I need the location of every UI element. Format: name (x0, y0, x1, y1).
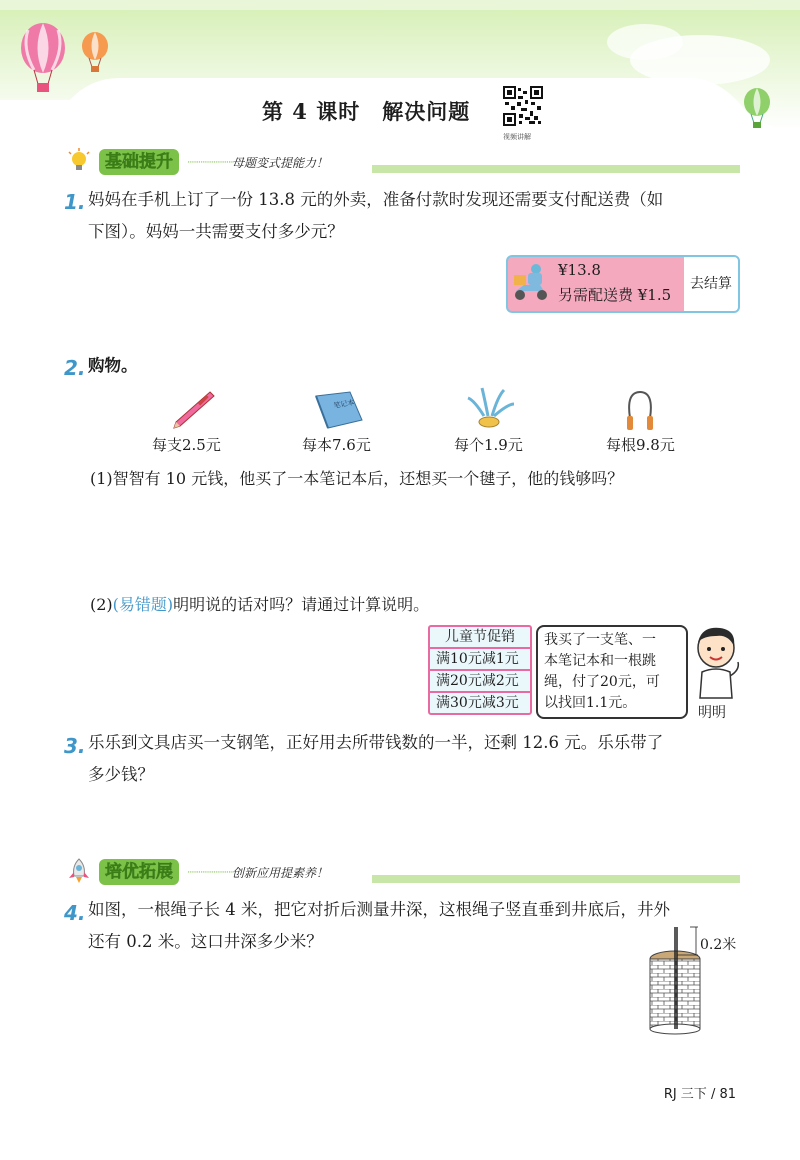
section-title-advanced: 培优拓展 (99, 859, 179, 885)
question-3-line1: 乐乐到文具店买一支钢笔，正好用去所带钱数的一半，还剩 12.6 元。乐乐带了 (88, 733, 664, 752)
speech-line: 本笔记本和一根跳 (544, 653, 656, 669)
section-slogan-basic: 母题变式提能力！ (232, 156, 329, 170)
jump-rope-icon (620, 388, 660, 432)
section-bar-advanced (372, 875, 740, 883)
speech-line: 我买了一支笔、一 (544, 632, 656, 648)
question-2-sub2 (90, 592, 429, 615)
section-divider-dots: ························· (187, 158, 234, 168)
qr-caption: 视频讲解 (503, 133, 531, 141)
boy-character-icon (690, 626, 742, 700)
speaker-name: 明明 (698, 705, 726, 721)
checkout-button[interactable]: 去结算 (684, 257, 738, 311)
lesson-title: 第 4 课时 解决问题 (262, 99, 471, 124)
notebook-icon (310, 390, 366, 432)
delivery-app-card (506, 255, 740, 313)
order-price: ¥13.8 (558, 261, 601, 279)
section-slogan-advanced: 创新应用提素养！ (232, 866, 329, 880)
promo-line: 满30元减3元 (436, 695, 519, 711)
section-divider-dots: ························· (187, 868, 234, 878)
question-number: 3. (64, 734, 86, 758)
speech-line: 以找回1.1元。 (544, 695, 637, 711)
question-3-text (88, 727, 768, 791)
question-1-line2: 下图）。妈妈一共需要支付多少元？ (88, 222, 344, 241)
page-footer: RJ 三下 / 81 (663, 1087, 736, 1102)
speech-line: 绳，付了20元，可 (544, 674, 660, 690)
qr-code-icon[interactable] (503, 86, 543, 126)
rocket-icon (66, 858, 92, 884)
error-prone-tag: (易错题) (112, 595, 174, 614)
question-number: 2. (64, 356, 86, 380)
question-1-line1: 妈妈在手机上订了一份 13.8 元的外卖，准备付款时发现还需要支付配送费（如 (88, 190, 664, 209)
speech-bubble (536, 625, 688, 719)
delivery-scooter-icon (510, 261, 552, 305)
promo-box (428, 625, 532, 715)
question-2-title: 购物。 (88, 356, 138, 375)
shuttlecock-price: 每个1.9元 (454, 436, 523, 454)
question-number: 1. (64, 190, 86, 214)
notebook-price: 每本7.6元 (302, 436, 371, 454)
pen-icon (166, 388, 216, 432)
question-4-line1: 如图，一根绳子长 4 米，把它对折后测量井深，这根绳子竖直垂到井底后，井外 (88, 900, 670, 919)
pen-price: 每支2.5元 (152, 436, 221, 454)
promo-line: 满10元减1元 (430, 649, 530, 671)
hot-air-balloon-icon (742, 88, 772, 130)
header-banner (0, 0, 800, 150)
figure-label: 0.2米 (700, 937, 737, 953)
promo-title: 儿童节促销 (430, 627, 530, 649)
promo-line: 满20元减2元 (430, 671, 530, 693)
question-1-text (88, 184, 768, 248)
delivery-fee: 另需配送费 ¥1.5 (558, 286, 672, 304)
question-2-sub1: (1)智智有 10 元钱，他买了一本笔记本后，还想买一个毽子，他的钱够吗？ (90, 469, 624, 488)
question-3-line2: 多少钱？ (88, 765, 154, 784)
section-title-basic: 基础提升 (99, 149, 179, 175)
sub2-text: 明明说的话对吗？请通过计算说明。 (173, 595, 430, 614)
question-4-line2: 还有 0.2 米。这口井深多少米？ (88, 932, 323, 951)
lightbulb-icon (66, 148, 92, 174)
sub2-prefix: (2) (90, 595, 113, 614)
hot-air-balloon-icon (80, 32, 110, 74)
shuttlecock-icon (464, 386, 516, 432)
jump-rope-price: 每根9.8元 (606, 436, 675, 454)
hot-air-balloon-icon (18, 22, 68, 96)
notebook-cover-text: 笔记本 (332, 398, 356, 410)
question-number: 4. (64, 901, 86, 925)
section-bar-basic (372, 165, 740, 173)
